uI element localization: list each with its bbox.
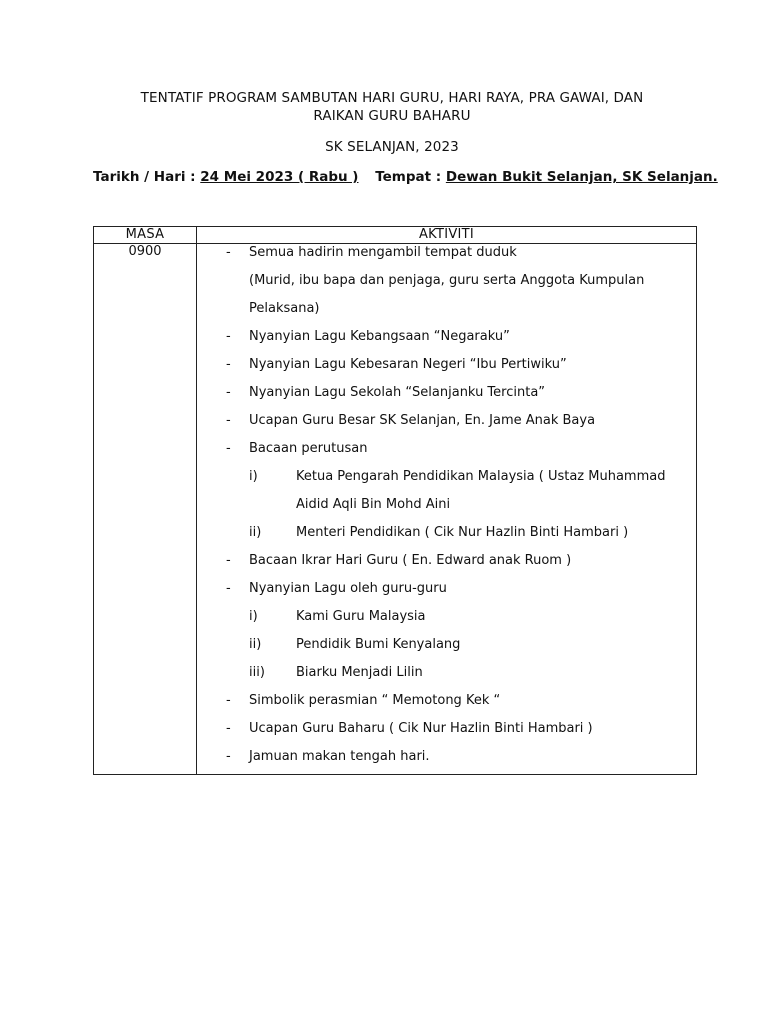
- venue-value: Dewan Bukit Selanjan, SK Selanjan.: [445, 169, 718, 185]
- activity-text: Simbolik perasmian “ Memotong Kek “: [249, 693, 501, 708]
- activity-text: Nyanyian Lagu oleh guru-guru: [249, 581, 447, 596]
- activity-text: Nyanyian Lagu Kebesaran Negeri “Ibu Pertiwiku”: [249, 357, 567, 372]
- activity-text: Jamuan makan tengah hari.: [249, 749, 430, 764]
- bullet-dash: -: [226, 553, 231, 568]
- header-aktiviti: AKTIVITI: [197, 227, 697, 244]
- sub-item-number: iii): [249, 665, 265, 680]
- bullet-dash: -: [226, 693, 231, 708]
- activity-text: Semua hadirin mengambil tempat duduk: [249, 245, 517, 260]
- sub-item-text: Kami Guru Malaysia: [296, 609, 426, 624]
- bullet-dash: -: [226, 441, 231, 456]
- event-details: [93, 169, 718, 185]
- bullet-dash: -: [226, 721, 231, 736]
- sub-item-text: Biarku Menjadi Lilin: [296, 665, 423, 680]
- activity-cell: [197, 244, 697, 775]
- activity-text: Nyanyian Lagu Kebangsaan “Negaraku”: [249, 329, 510, 344]
- activity-text: Pelaksana): [249, 301, 320, 316]
- bullet-dash: -: [226, 329, 231, 344]
- table-header-row: [94, 227, 697, 244]
- bullet-dash: -: [226, 413, 231, 428]
- sub-item-number: i): [249, 469, 258, 484]
- program-title-line-1: TENTATIF PROGRAM SAMBUTAN HARI GURU, HARI RAYA, PRA GAWAI, DAN: [140, 90, 644, 106]
- activity-text: Ucapan Guru Baharu ( Cik Nur Hazlin Binti Hambari ): [249, 721, 593, 736]
- school-year-heading: SK SELANJAN, 2023: [325, 139, 459, 155]
- bullet-dash: -: [226, 581, 231, 596]
- sub-item-text: Ketua Pengarah Pendidikan Malaysia ( Ustaz Muhammad: [296, 469, 666, 484]
- sub-item-text: Menteri Pendidikan ( Cik Nur Hazlin Binti Hambari ): [296, 525, 629, 540]
- sub-item-number: ii): [249, 637, 262, 652]
- sub-item-text: Aidid Aqli Bin Mohd Aini: [296, 497, 451, 512]
- program-title-line-2: RAIKAN GURU BAHARU: [313, 108, 471, 124]
- sub-item-text: Pendidik Bumi Kenyalang: [296, 637, 461, 652]
- bullet-dash: -: [226, 357, 231, 372]
- sub-item-number: ii): [249, 525, 262, 540]
- time-cell: 0900: [94, 244, 197, 775]
- schedule-table: [93, 226, 697, 775]
- date-value: 24 Mei 2023 ( Rabu ): [200, 169, 359, 185]
- venue-label: Tempat :: [375, 169, 442, 185]
- bullet-dash: -: [226, 385, 231, 400]
- table-row: [94, 244, 697, 775]
- activity-text: Nyanyian Lagu Sekolah “Selanjanku Tercinta”: [249, 385, 546, 400]
- activity-text: Bacaan perutusan: [249, 441, 368, 456]
- bullet-dash: -: [226, 749, 231, 764]
- bullet-dash: -: [226, 245, 231, 260]
- activity-text: Ucapan Guru Besar SK Selanjan, En. Jame Anak Baya: [249, 413, 596, 428]
- activity-text: (Murid, ibu bapa dan penjaga, guru serta Anggota Kumpulan: [249, 273, 645, 288]
- header-masa: MASA: [94, 227, 197, 244]
- date-label: Tarikh / Hari :: [93, 169, 196, 185]
- activity-text: Bacaan Ikrar Hari Guru ( En. Edward anak Ruom ): [249, 553, 572, 568]
- sub-item-number: i): [249, 609, 258, 624]
